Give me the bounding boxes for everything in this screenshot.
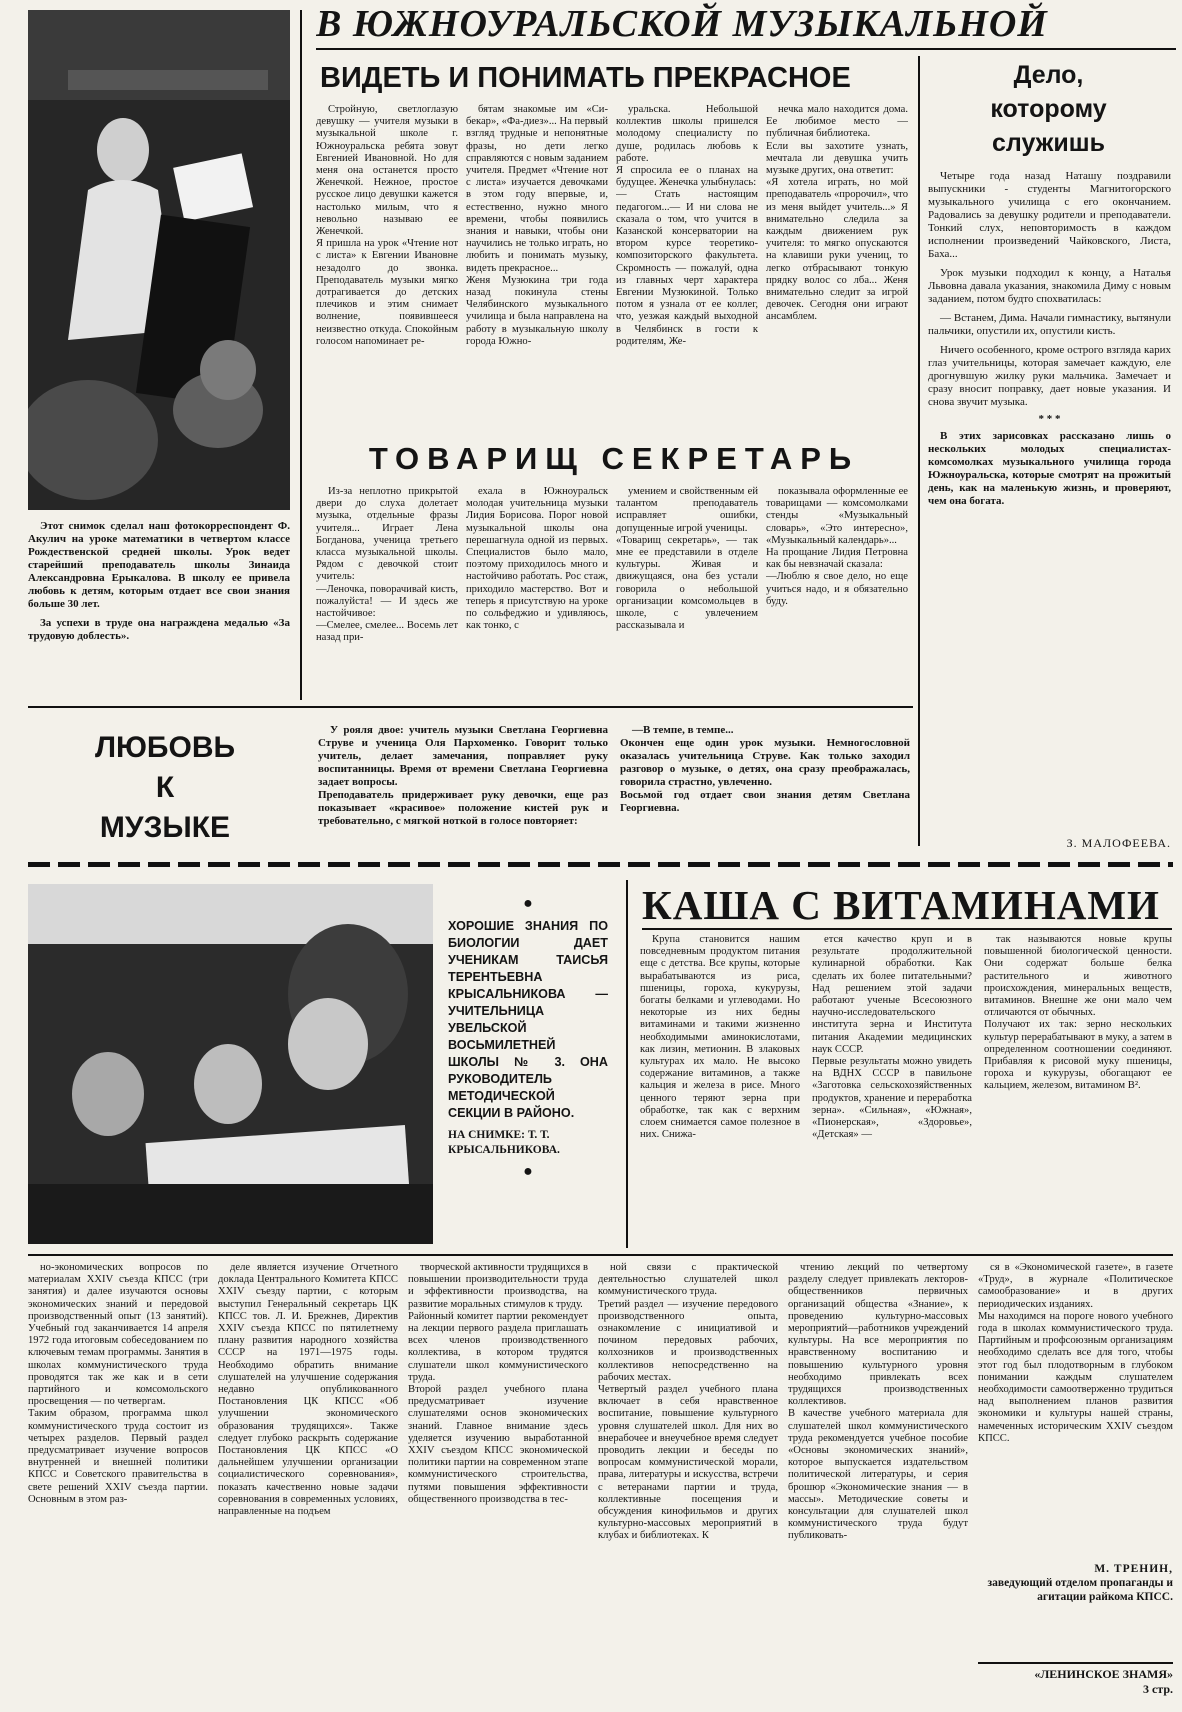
article1-col2-text: бятам знакомые им «Си-бекар», «Фа-диез»... На первый взгляд трудные и непонятные фразы, но дети легко справляются с новым заданием учителя. Предмет «Чтение нот с листа» изучается девочками в этом году впервые, и, естественно, нужно много времени, чтобы появились знания и навыки, чтобы они научились не только играть, но любить и понимать музыку, видеть прекрасное... Женя Музюкина три года назад покинула стены Челябинского музыкального училища и была направлена на работу в музыкальную школу города Южно- [466, 104, 608, 347]
article1-column-2 [466, 104, 608, 432]
photo-music-teacher [28, 10, 290, 510]
article1-column-3 [616, 104, 758, 432]
footer-source: «ЛЕНИНСКОЕ ЗНАМЯ» [1034, 1667, 1173, 1681]
love-text-left [318, 724, 608, 850]
article2-col3-text: умением и свойственным ей талантом преподаватель исправляет ошибки, допущенные игрой ученицы. «Товарищ секретарь», — так мне ее представили в отделе культуры. Живая и движущаяся, она без устали говорила о небольшой организации комсомольцев в школе, с увлечением рассказывала и [616, 486, 758, 632]
side-article-headline [926, 58, 1171, 166]
side-headline-line-1: Дело, [1013, 61, 1084, 89]
footer [978, 1662, 1173, 1706]
photo1-caption-text: Этот снимок сделал наш фотокорреспондент Ф. Акулич на уроке математики в четвертом классе Рождественской средней школы. Урок ведет старейший преподаватель школы Зинаида Александровна Ерыкалова. В школу ее привела любовь к детям, которым отдает все свои знания больше 30 лет. [28, 520, 290, 610]
side-author: З. МАЛОФЕЕВА. [1066, 836, 1171, 850]
article4-column-1 [28, 1262, 208, 1702]
footer-rule [978, 1662, 1173, 1664]
bottom-section-rule [28, 1254, 1173, 1256]
article3-left-rule [626, 880, 628, 1248]
photo-biology-teacher-image [28, 884, 433, 1244]
article1-col4-text: нечка мало находится дома. Ее любимое место — публичная библиотека. Если вы захотите узнать, мечтала ли девушка учить музыке других, она ответит: «Я хотела играть, но мой преподаватель «пророчил», что из меня выйдет учитель...» Я внимательно следила за каждым движением рук учителя: то мягко опускаются на клавиши руки учениц, то легко отбрасывают тонкую прядку волос со лба... Женя внимательно следит за игрой девочек. Сегодня они играют ансамблем. [766, 104, 908, 323]
side-closing: В этих зарисовках рассказано лишь о нескольких молодых специалистах-комсомолках музыкального училища города Южноуральска, которые смотрят на прожитый день, как на маленькую жизнь, и проверяют, чем она богата. [928, 430, 1171, 507]
article4-column-6 [978, 1262, 1173, 1558]
article4-col5-text: чтению лекций по четвертому разделу следует привлекать лекторов-общественников первичных организаций общества «Знание», к проведению культурно-массовых мероприятий—работников учреждений культуры. На все мероприятия по нравственному воспитанию и повышению культурного уровня необходимо привлекать всех трудящихся производственных коллективов. В качестве учебного материала для слушателей школ коммунистического труда рекомендуется учебное пособие «Основы экономических знаний», которое выпускается издательством политической литературы, и серия брошюр «Экономические знания — в массы». Методические советы и консультации для слушателей школ коммунистического труда будут публиковать- [788, 1262, 968, 1542]
article3-col2-text: ется качество круп и в результате продолжительной кулинарной обработки. Как сделать их более питательными? Над решением этой задачи работают ученые Всесоюзного научно-исследовательского института зерна и Института питания Академии медицинских наук СССР. Первые результаты можно увидеть на ВДНХ СССР в павильоне «Заготовка сельскохозяйственных продуктов, хранение и переработка зерна». «Сильная», «Южная», «Пионерская», «Здоровье», «Детская» — [812, 934, 972, 1141]
article3-headline: КАША С ВИТАМИНАМИ [642, 882, 1160, 928]
left-column-rule [300, 10, 302, 700]
side-headline-line-2: которому [990, 95, 1107, 123]
article3-column-1 [640, 934, 800, 1246]
article4-col2-text: деле является изучение Отчетного доклада Центрального Комитета КПСС XXIV съезду партии, с которым выступил Генеральный секретарь ЦК КПСС тов. Л. И. Брежнев, Директив XXIV съезда КПСС по пятилетнему плану развития народного хозяйства СССР на 1971—1975 годы. Необходимо обратить внимание слушателей на улучшение содержания недавно опубликованного Постановления ЦК КПСС «Об улучшении экономического образования трудящихся». Также следует глубоко раскрыть содержание Постановления ЦК КПСС «О дальнейшем улучшении организации социалистического соревнования», показать качественно новые задачи соревнования в современных условиях, направленные на подъем [218, 1262, 398, 1518]
caption-bullet-top: ● [523, 896, 533, 912]
right-column-rule [918, 56, 920, 846]
love-heading-line-3: МУЗЫКЕ [99, 811, 231, 844]
section-divider [28, 862, 1173, 867]
article4-column-3 [408, 1262, 588, 1702]
photo1-caption [28, 520, 290, 700]
article4-col1-text: но-экономических вопросов по материалам XXIV съезда КПСС (три занятия) и далее изучаются основы экономических знаний и передовой производственный опыт (13 занятий). Учебный год заканчивается 14 апреля 1972 года итоговым собеседованием по ключевым темам программы. Занятия в школах коммунистического труда проводятся так же как и в сети партийного и комсомольского просвещения — по четвергам. Таким образом, программа школ коммунистического труда состоит из четырех разделов. Первый раздел предусматривает изучение вопросов внутренней и внешней политики КПСС и Советского правительства в свете решений XXIV съезда партии. Основным в этом раз- [28, 1262, 208, 1505]
side-body-p1: Четыре года назад Наташу поздравили выпускники - студенты Магнитогорского музыкального училища с его окончанием. Радовались за девушку родители и преподаватели. Тонкий слух, неповторимость в каждом исполнении произведений Чайковского, Листа, Баха... [928, 170, 1171, 260]
article2-column-1 [316, 486, 458, 700]
article2-col2-text: ехала в Южноуральск молодая учительница музыки Лидия Борисова. Порог новой музыкальной школы она перешагнула одной из первых. Специалистов было мало, поэтому приходилось много и настойчиво работать. Рос стаж, приходило мастерство. Вот и теперь я присутствую на уроке по сольфеджио и удивляюсь, как тонко, с [466, 486, 608, 632]
article4-column-2 [218, 1262, 398, 1702]
photo-biology-teacher [28, 884, 433, 1244]
love-heading-line-1: ЛЮБОВЬ [94, 731, 236, 764]
article4-signature [978, 1562, 1173, 1658]
side-body-p3: — Встанем, Дима. Начали гимнастику, вытянули пальчики, опустили их, опустили кисть. [928, 312, 1171, 337]
photo1-caption-award: За успехи в труде она награждена медалью «За трудовую доблесть». [28, 617, 290, 642]
article3-column-3 [984, 934, 1172, 1246]
side-body-p4: Ничего особенного, кроме острого взгляда карих глаз учительницы, которая замечает каждую, еле дрогнувшую жилку руки мальчика. Замечает и сразу вносит поправку, дает новые указания. И снова звучит музыка. [928, 344, 1171, 408]
love-text-right-p: —В темпе, в темпе... Окончен еще один урок музыки. Немногословной оказалась учительница Струве. Как только заходил разговор о музыке, о детях, она сразу преображалась, говорила страстно, увлеченно. Восьмой год отдает свои знания детям Светлана Георгиевна. [620, 724, 910, 814]
article1-col1-text: Стройную, светлоглазую девушку — учителя музыки в музыкальной школе г. Южноуральска ребята зовут Евгенией Ивановной. Но для меня она останется просто Женечкой. Нежное, простое русское лицо девушки кажется настолько милым, что я невольно называю ее Женечкой. Я пришла на урок «Чтение нот с листа» к Евгении Ивановне незадолго до звонка. Преподаватель музыки мягко дотрагивается до детских плечиков и этим снимает волнение, появившееся неизвестно откуда. Спокойным голосом напоминает ре- [316, 104, 458, 347]
love-text-right [620, 724, 910, 850]
top-banner: В ЮЖНОУРАЛЬСКОЙ МУЗЫКАЛЬНОЙ [316, 3, 1048, 45]
article2-col1-text: Из-за неплотно прикрытой двери до слуха долетает музыка, отдельные фразы учителя... Играет Лена Богданова, ученица третьего класса музыкальной школы. Рядом с девочкой стоит учитель: —Леночка, поворачивай кисть, пожалуйста! — И здесь же настойчивое: —Смелее, смелее... Восемь лет назад при- [316, 486, 458, 644]
side-stars: * * * [1038, 413, 1061, 425]
caption-bullet-bottom: ● [523, 1163, 533, 1180]
article3-headline-rule [642, 928, 1172, 930]
article4-column-4 [598, 1262, 778, 1702]
article1-headline: ВИДЕТЬ И ПОНИМАТЬ ПРЕКРАСНОЕ [320, 62, 851, 94]
photo2-caption-text: ХОРОШИЕ ЗНАНИЯ ПО БИОЛОГИИ ДАЕТ УЧЕНИКАМ ТАИСЬЯ ТЕРЕНТЬЕВНА КРЫСАЛЬНИКОВА — УЧИТЕЛЬНИЦА УВЕЛЬСКОЙ ВОСЬМИЛЕТНЕЙ ШКОЛЫ № 3. ОНА РУКОВОДИТЕЛЬ МЕТОДИЧЕСКОЙ СЕКЦИИ В РАЙОНО. [448, 919, 608, 1120]
article2-column-2 [466, 486, 608, 700]
article2-column-4 [766, 486, 908, 700]
photo2-caption-credit: НА СНИМКЕ: Т. Т. КРЫСАЛЬНИКОВА. [448, 1129, 560, 1156]
love-section-top-rule [28, 706, 913, 708]
footer-page: 3 стр. [1142, 1682, 1173, 1696]
article2-col4-text: показывала оформленные ее товарищами — комсомолками стенды «Музыкальный словарь», «Это интересно», «Музыкальный календарь»... На прощание Лидия Петровна как бы невзначай сказала: —Люблю я свое дело, но еще учиться надо, и я обязательно буду. [766, 486, 908, 607]
article4-col3-text: творческой активности трудящихся в повышении производительности труда и эффективности производства, на развитие моральных стимулов к труду. Районный комитет партии рекомендует на лекции первого раздела приглашать всех членов производственного коллектива, в котором трудятся слушатели школ коммунистического труда. Второй раздел учебного плана предусматривает изучение слушателями основ экономических знаний. Главное внимание здесь уделяется изучению выработанной XXIV съездом КПСС экономической политики партии на современном этапе коммунистического строительства, путями повышения эффективности общественного производства в тес- [408, 1262, 588, 1505]
love-heading [40, 728, 290, 848]
photo2-caption [448, 896, 608, 1236]
article1-column-1 [316, 104, 458, 432]
side-headline-line-3: служишь [992, 129, 1105, 157]
article4-col4-text: ной связи с практической деятельностью слушателей школ коммунистического труда. Третий раздел — изучение передового производственного опыта, ознакомление с инициативой и почином передовых рабочих, колхозников и производственных коллективов непосредственно на рабочих местах. Четвертый раздел учебного плана включает в себя нравственное воспитание, повышение культурного уровня слушателей школ. Для них во внерабочее и внеучебное время следует проводить лекции и беседы по вопросам коммунистической морали, права, литературы и искусства, встречи с ветеранами партии и труда, коллективные посещения и обсуждения кинофильмов и других культурно-массовых мероприятий в клубах и библиотеках. К [598, 1262, 778, 1542]
article3-col3-text: так называются новые крупы повышенной биологической ценности. Они содержат больше белка растительного и животного происхождения, минеральных веществ, витаминов. Внешне же они мало чем отличаются от обычных. Получают их так: зерно нескольких культур перерабатывают в муку, а затем в определенном соотношении соединяют. Прибавляя к рисовой муку пшеницы, гороха и кукурузы, обогащают ее кальцием, железом, витамином В². [984, 934, 1172, 1092]
side-body-p2: Урок музыки подходил к концу, а Наталья Львовна давала указания, знакомила Диму с новым заданием, потом будто спохватилась: [928, 267, 1171, 305]
article1-col3-text: уральска. Небольшой коллектив школы пришелся молодому специалисту по душе, родилась любовь к работе. Я спросила ее о планах на будущее. Женечка улыбнулась: — Стать настоящим педагогом...— И ни слова не сказала о том, что учится в Казанской консерватории на втором курсе теоретико-композиторского факультета. Скромность — пожалуй, одна из главных черт характера Евгении Музюкиной. Только потом я узнала от ее коллег, что, уезжая каждый выходной в Челябинск в гости к родителям, Же- [616, 104, 758, 347]
side-article-body [928, 170, 1171, 700]
photo-music-teacher-image [28, 10, 290, 510]
love-text-left-p: У рояля двое: учитель музыки Светлана Георгиевна Струве и ученица Оля Пархоменко. Говорит только учитель, делает замечания, поправляет руку воспитанницы. Время от времени Светлана Георгиевна задает вопросы. Преподаватель придерживает руку девочки, еще раз показывает «красивое» положение кистей рук и требовательно, с мягкой ноткой в голосе повторяет: [318, 724, 608, 827]
top-banner-rule [316, 48, 1176, 50]
article3-column-2 [812, 934, 972, 1246]
love-heading-line-2: К [155, 771, 175, 804]
article4-author-title: заведующий отделом пропаганды и агитации райкома КПСС. [987, 1577, 1173, 1603]
article4-col6-text: ся в «Экономической газете», в газете «Труд», в журнале «Политическое самообразование» и в других периодических изданиях. Мы находимся на пороге нового учебного года в школах коммунистического труда. Партийным и профсоюзным организациям необходимо сделать все для того, чтобы этот год был плодотворным в глубоком понимании каждым слушателем необходимости самоотверженно трудиться над выполнением планов развития экономики и культуры нашей страны, намеченных историческим XXIV съездом КПСС. [978, 1262, 1173, 1444]
article2-column-3 [616, 486, 758, 700]
article2-headline: ТОВАРИЩ СЕКРЕТАРЬ [368, 441, 860, 476]
article3-col1-text: Крупа становится нашим повседневным продуктом питания еще с детства. Все крупы, которые вырабатываются из риса, пшеницы, гороха, кукурузы, богаты белками и углеводами. Но некоторые из них бедны витаминами и такими жизненно необходимыми аминокислотами, как лизин, метионин. В злаковых культурах их мало. Не высоко содержание витаминов, а также кальция и железа в рисе. Много ценного теряют зерна при обработке, так как с верхним слоем снимается самое полезное в них. Снижа- [640, 934, 800, 1141]
article1-column-4 [766, 104, 908, 432]
article4-column-5 [788, 1262, 968, 1702]
article4-author-name: М. ТРЕНИН, [1094, 1563, 1173, 1575]
